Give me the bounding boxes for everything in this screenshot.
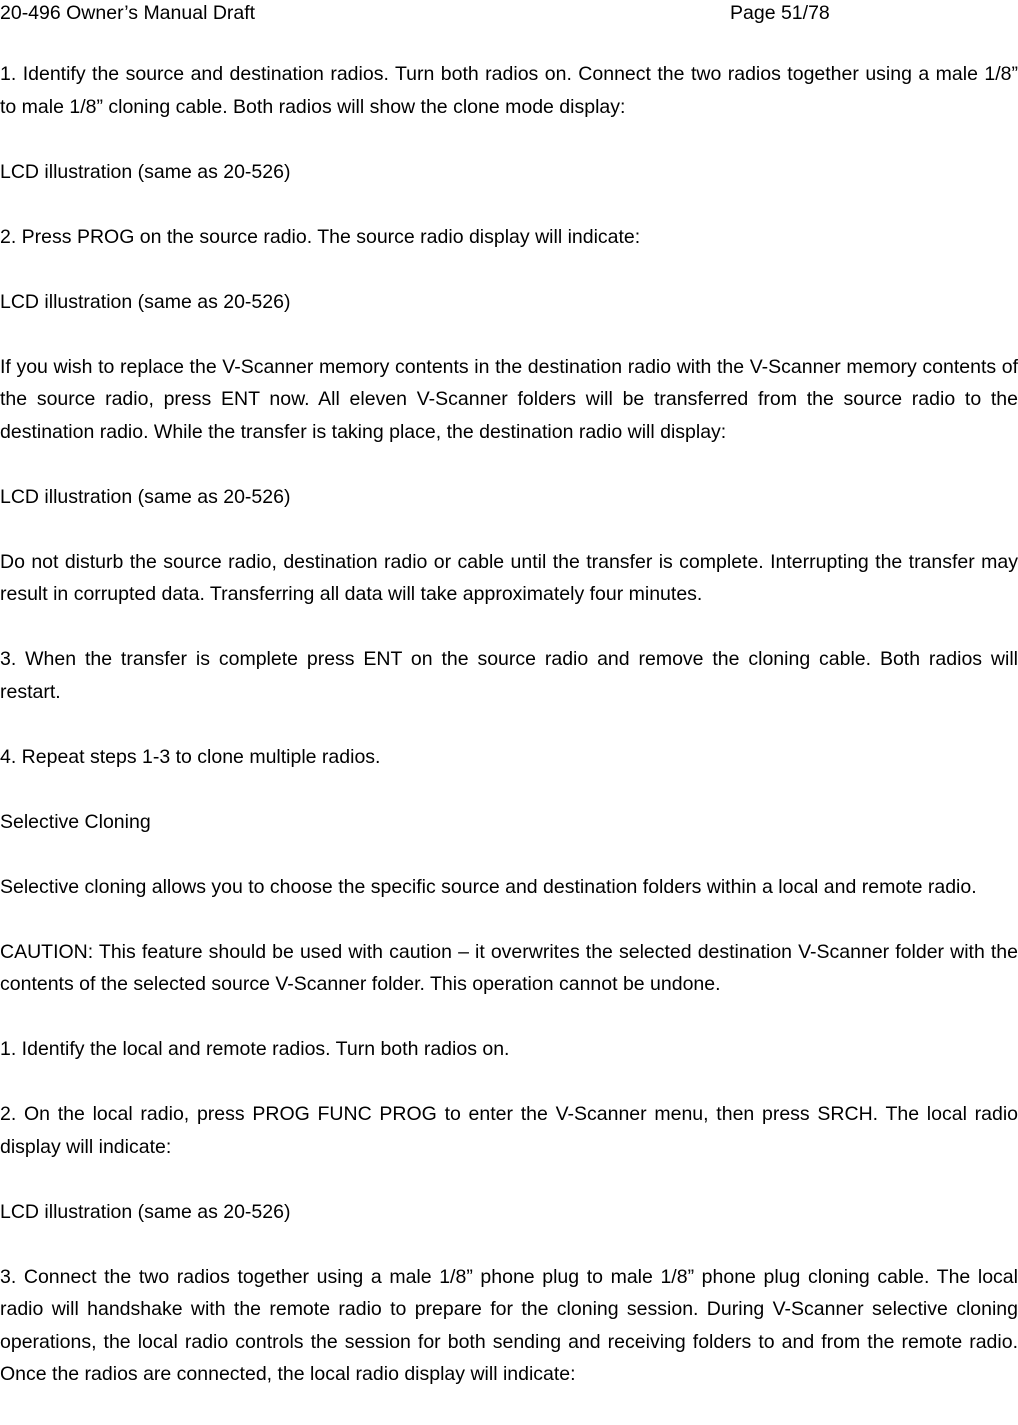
lcd-illustration-placeholder: LCD illustration (same as 20-526) (0, 290, 291, 313)
selective-step-1-paragraph: 1. Identify the local and remote radios. Turn both radios on. (0, 1038, 510, 1060)
selective-cloning-intro-paragraph: Selective cloning allows you to choose the specific source and destination folders within a local and remote radio. (0, 875, 977, 898)
page-header (0, 0, 1018, 29)
lcd-illustration-placeholder: LCD illustration (same as 20-526) (0, 160, 291, 183)
document-title: 20-496 Owner’s Manual Draft (0, 2, 256, 24)
clone-step-1-paragraph: 1. Identify the source and destination radios. Turn both radios on. Connect the two radios together using a male 1/8” to male 1/8” cloning cable. Both radios will show the clone mode display: (0, 63, 1018, 118)
lcd-illustration-placeholder: LCD illustration (same as 20-526) (0, 1200, 291, 1223)
caution-paragraph: CAUTION: This feature should be used with caution – it overwrites the selected destination V-Scanner folder with the contents of the selected source V-Scanner folder. This operation cannot be undone. (0, 940, 1018, 995)
clone-step-4-paragraph: 4. Repeat steps 1-3 to clone multiple radios. (0, 745, 381, 768)
section-heading-selective-cloning: Selective Cloning (0, 810, 151, 833)
clone-step-2-paragraph: 2. Press PROG on the source radio. The source radio display will indicate: (0, 225, 641, 248)
lcd-illustration-placeholder: LCD illustration (same as 20-526) (0, 485, 291, 508)
clone-step-3-paragraph: 3. When the transfer is complete press ENT on the source radio and remove the cloning cable. Both radios will restart. (0, 648, 1018, 703)
selective-step-3-paragraph: 3. Connect the two radios together using a male 1/8” phone plug to male 1/8” phone plug cloning cable. The local radio will handshake with the remote radio to prepare for the cloning session. During V-Scanner selective cloning operations, the local radio controls the session for both sending and receiving folders to and from the remote radio. Once the radios are connected, the local radio display will indicate: (0, 1265, 1018, 1385)
page-number: Page 51/78 (730, 2, 830, 24)
do-not-disturb-paragraph: Do not disturb the source radio, destination radio or cable until the transfer is complete. Interrupting the transfer may result in corrupted data. Transferring all data will take approximately four minutes. (0, 550, 1018, 605)
selective-step-2-paragraph: 2. On the local radio, press PROG FUNC PROG to enter the V-Scanner menu, then press SRCH. The local radio display will indicate: (0, 1103, 1018, 1158)
replace-memory-paragraph: If you wish to replace the V-Scanner memory contents in the destination radio with the V-Scanner memory contents of the source radio, press ENT now. All eleven V-Scanner folders will be transferred from the source radio to the destination radio. While the transfer is taking place, the destination radio will display: (0, 355, 1018, 443)
page-body (0, 58, 1018, 1391)
